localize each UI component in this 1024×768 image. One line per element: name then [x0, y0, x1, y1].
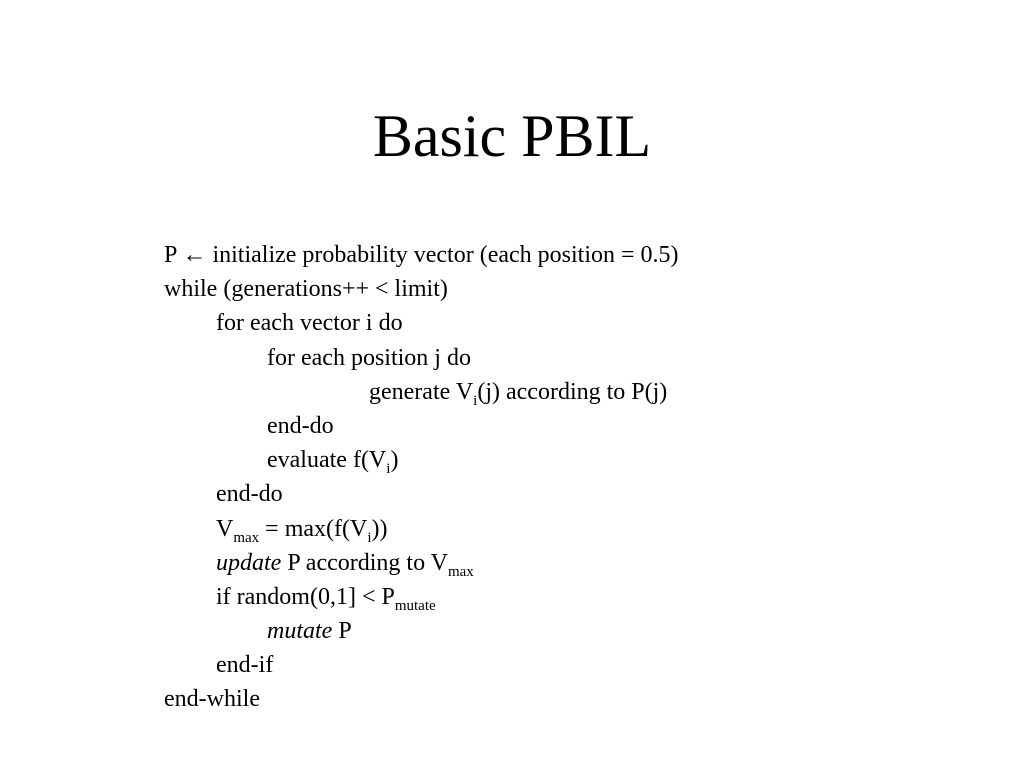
- code-line-generate: [164, 375, 924, 409]
- mutate-text: P: [332, 618, 352, 645]
- evaluate-text-rest: ): [390, 447, 399, 474]
- code-line-evaluate: [164, 443, 924, 477]
- generate-text-rest: (j) according to P(j): [477, 378, 668, 405]
- code-line-initialize: [164, 238, 924, 272]
- subscript-mutate: mutate: [394, 597, 436, 614]
- initialize-text: initialize probability vector (each position = 0.5): [206, 242, 679, 268]
- code-line-end-while: end-while: [164, 686, 260, 713]
- subscript-max: max: [233, 529, 260, 546]
- code-line-end-do-inner: end-do: [267, 412, 334, 439]
- evaluate-text: evaluate f(V: [267, 447, 387, 474]
- subscript-i: i: [386, 461, 391, 478]
- code-line-update: [164, 546, 924, 580]
- pbil-pseudocode: [164, 238, 924, 717]
- code-line-while: while (generations++ < limit): [164, 276, 448, 303]
- code-line-for-each-vector: for each vector i do: [216, 310, 403, 337]
- if-random-text: if random(0,1] < P: [216, 583, 395, 610]
- slide-title: Basic PBIL: [372, 103, 652, 169]
- mutate-keyword: mutate: [267, 618, 333, 645]
- code-line-end-do-outer: end-do: [216, 481, 283, 508]
- code-line-end-if: end-if: [216, 652, 274, 679]
- update-keyword: update: [216, 549, 282, 576]
- update-text: P according to V: [281, 549, 448, 576]
- code-line-for-each-position: for each position j do: [267, 344, 471, 371]
- subscript-i: i: [473, 392, 478, 409]
- code-line-if-random: [164, 580, 924, 614]
- vmax-text: = max(f(V: [259, 515, 368, 542]
- variable-p: P: [164, 242, 177, 268]
- vmax-text-rest: )): [371, 515, 388, 542]
- code-line-mutate: [164, 614, 924, 648]
- code-line-vmax: [164, 512, 924, 546]
- generate-text: generate V: [369, 378, 474, 405]
- vmax-v: V: [216, 515, 234, 542]
- left-arrow-icon: ←: [182, 242, 207, 268]
- subscript-max: max: [447, 563, 474, 580]
- subscript-i: i: [367, 529, 372, 546]
